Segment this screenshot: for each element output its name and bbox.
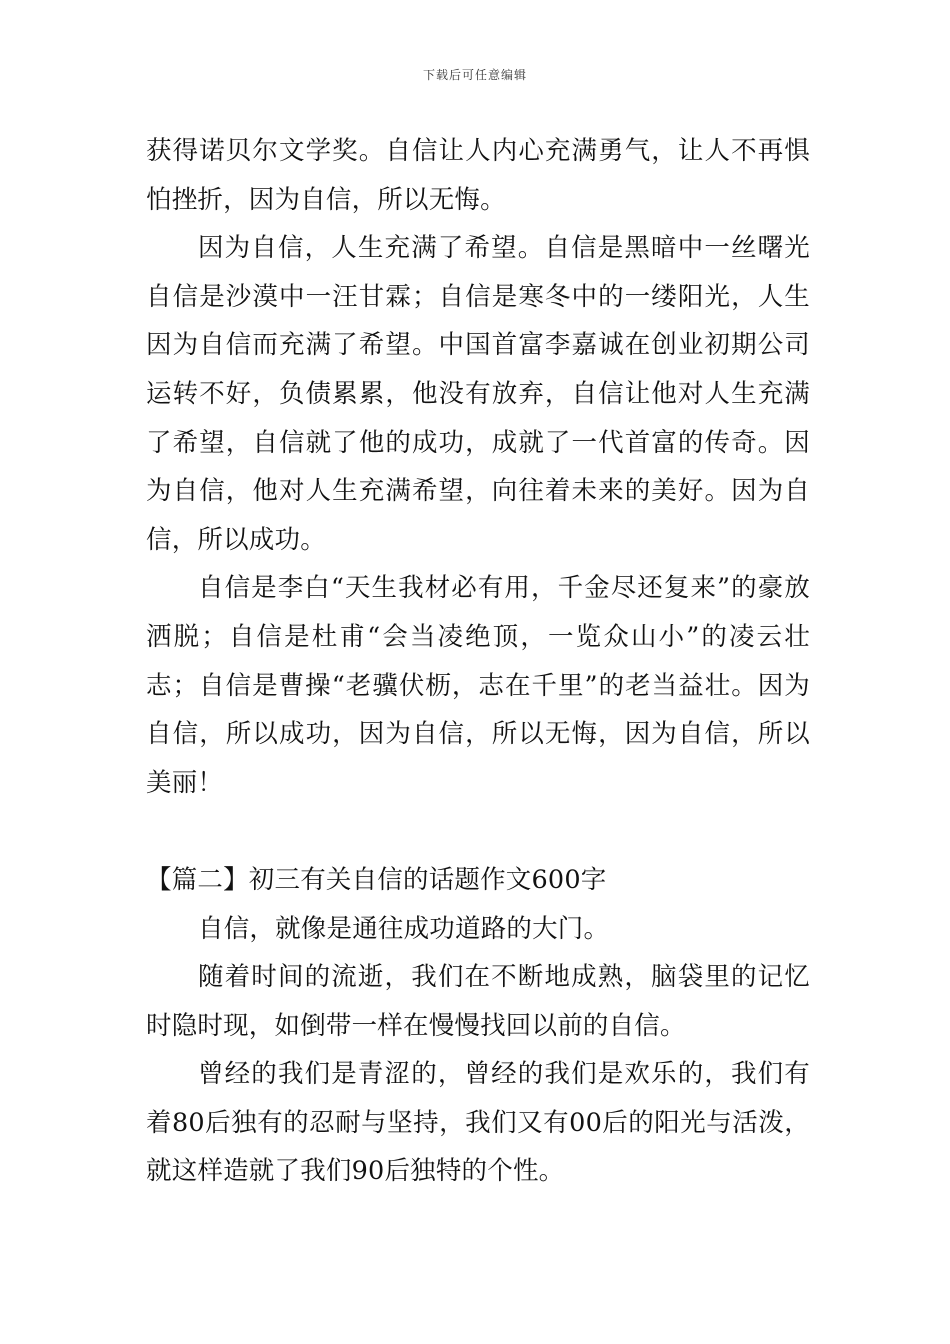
header-note: 下载后可任意编辑 xyxy=(422,68,527,82)
paragraph-2: 因为自信，人生充满了希望。自信是黑暗中一丝曙光自信是沙漠中一汪甘霖；自信是寒冬中的一缕阳光，人生因为自信而充满了希望。中国首富李嘉诚在创业初期公司运转不好，负债累累，他没有放弃，自信让他对人生充满了希望，自信就了他的成功，成就了一代首富的传奇。因为自信，他对人生充满希望，向往着未来的美好。因为自信，所以成功。 xyxy=(146,233,810,555)
paragraph-1: 获得诺贝尔文学奖。自信让人内心充满勇气，让人不再惧怕挫折，因为自信，所以无悔。 xyxy=(146,136,810,215)
section-spacer xyxy=(146,807,810,856)
section-paragraph-1: 自信，就像是通往成功道路的大门。 xyxy=(198,913,610,944)
paragraph-3: 自信是李白“天生我材必有用，千金尽还复来”的豪放洒脱；自信是杜甫“会当凌绝顶，一览众山小”的凌云壮志；自信是曹操“老骥伏枥，志在千里”的老当益壮。因为自信，所以成功，因为自信，所以无悔，因为自信，所以美丽！ xyxy=(146,573,810,798)
document-body xyxy=(146,127,810,1196)
section-paragraph-2: 随着时间的流逝，我们在不断地成熟，脑袋里的记忆时隐时现，如倒带一样在慢慢找回以前的自信。 xyxy=(146,962,810,1041)
section-paragraph-3: 曾经的我们是青涩的，曾经的我们是欢乐的，我们有着80后独有的忍耐与坚持，我们又有00后的阳光与活泼，就这样造就了我们90后独特的个性。 xyxy=(146,1059,810,1187)
section-heading: 【篇二】初三有关自信的话题作文600字 xyxy=(146,864,607,895)
